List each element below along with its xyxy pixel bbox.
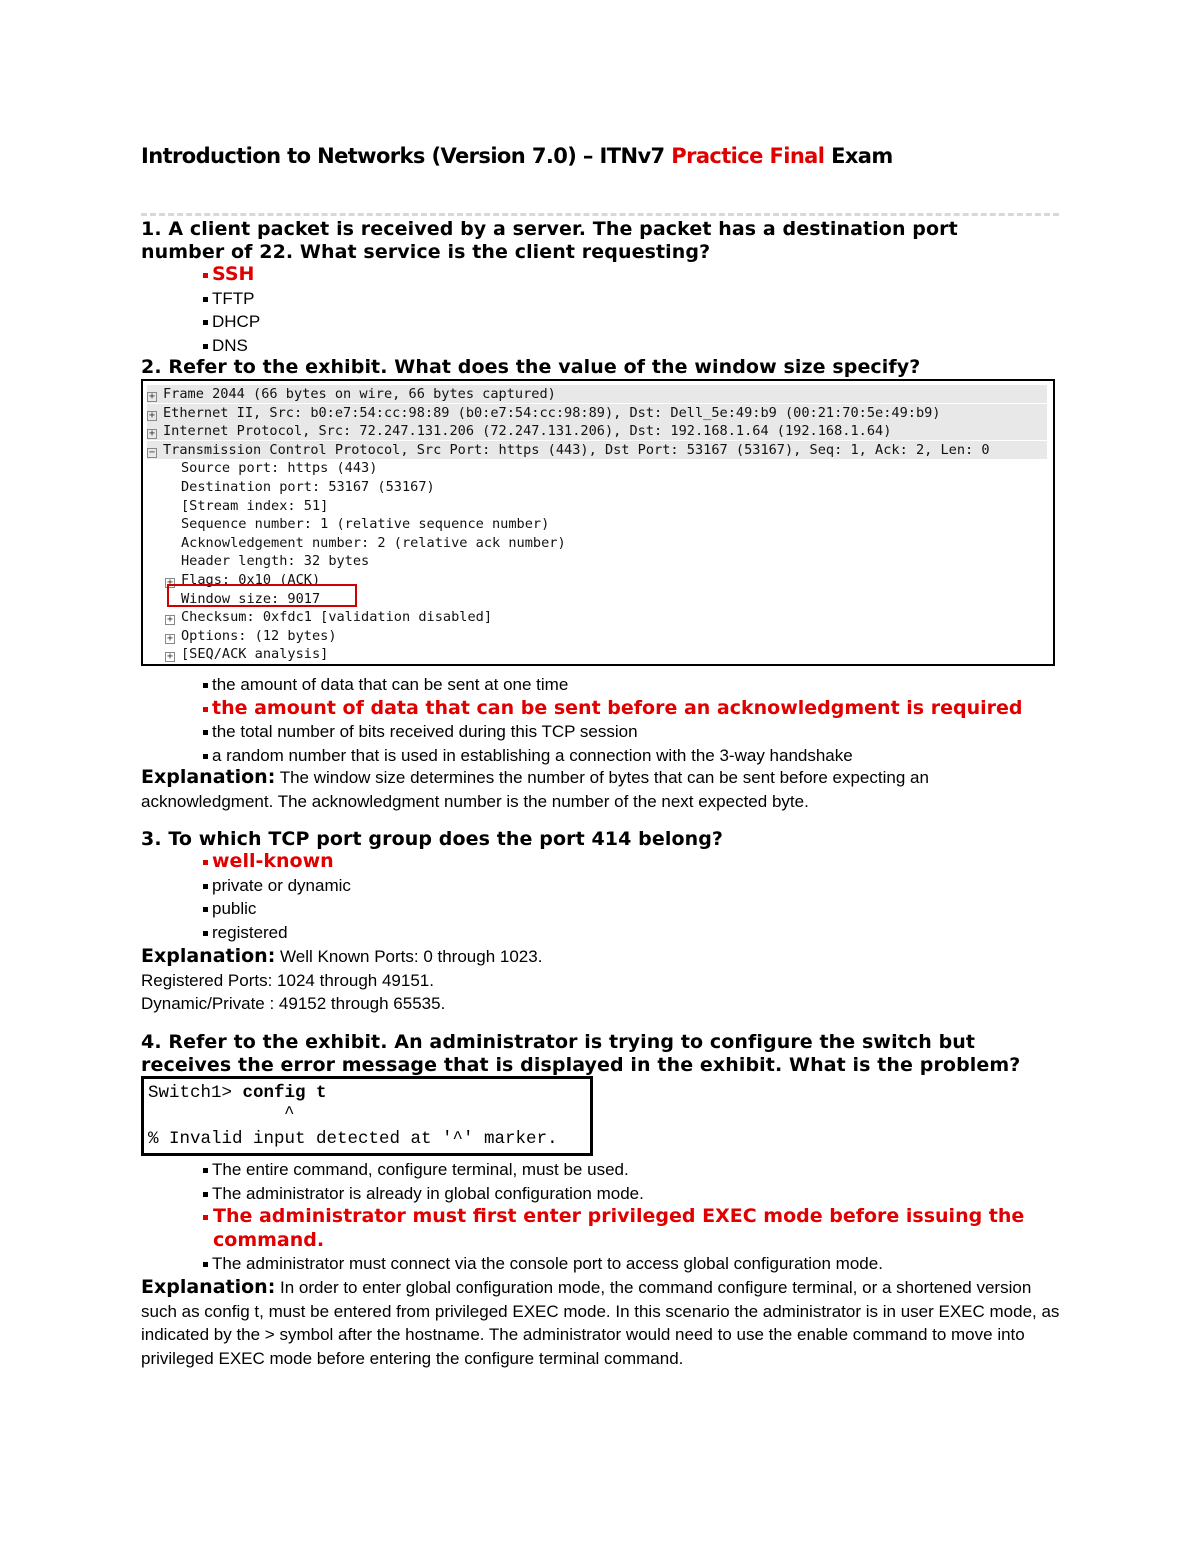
- question-3-options: [203, 850, 351, 944]
- explanation-label: Explanation:: [141, 1276, 276, 1298]
- exhibit-row-text: Flags: 0x10 (ACK): [181, 572, 321, 588]
- exhibit-row[interactable]: [147, 404, 1047, 422]
- exhibit-row-text: Ethernet II, Src: b0:e7:54:cc:98:89 (b0:e7:54:cc:98:89), Dst: Dell_5e:49:b9 (00:21:70:5e:49:b9): [163, 404, 941, 421]
- wireshark-exhibit: [141, 379, 1055, 666]
- exhibit-row: [147, 459, 1065, 477]
- exhibit-row-text: Checksum: 0xfdc1 [validation disabled]: [181, 609, 492, 626]
- exhibit-row[interactable]: [147, 422, 1047, 440]
- exhibit-row-text: Acknowledgement number: 2 (relative ack number): [181, 534, 566, 551]
- expand-icon[interactable]: +: [148, 409, 156, 421]
- question-3: 3. To which TCP port group does the port 414 belong?: [141, 828, 724, 850]
- question-2: 2. Refer to the exhibit. What does the value of the window size specify?: [141, 356, 921, 378]
- exhibit-row-text: Sequence number: 1 (relative sequence number): [181, 516, 550, 533]
- exhibit-row: [147, 478, 1065, 496]
- q4-option-2: The administrator is already in global configuration mode.: [203, 1182, 1063, 1206]
- q4-option-3: The administrator must first enter privileged EXEC mode before issuing the command.: [203, 1205, 1063, 1252]
- exhibit-row[interactable]: [147, 627, 1065, 645]
- explanation-text-3: Dynamic/Private : 49152 through 65535.: [141, 994, 446, 1013]
- explanation-text: The window size determines the number of bytes that can be sent before expecting an acknowledgment. The acknowledgment number is the number of the next expected byte.: [141, 768, 929, 811]
- exhibit-row-text: [SEQ/ACK analysis]: [181, 646, 329, 663]
- cli-caret: ^: [284, 1104, 295, 1124]
- collapse-icon[interactable]: −: [148, 446, 156, 458]
- explanation-label: Explanation:: [141, 766, 276, 788]
- q2-option-1: the amount of data that can be sent at one time: [203, 673, 1022, 697]
- title-part-2: Practice Final: [671, 144, 825, 168]
- exhibit-row-text: Options: (12 bytes): [181, 627, 337, 644]
- exhibit-row[interactable]: [147, 608, 1065, 626]
- question-2-options: [203, 673, 1022, 767]
- q4-option-4: The administrator must connect via the console port to access global configuration mode.: [203, 1252, 1063, 1276]
- expand-icon[interactable]: +: [166, 632, 174, 644]
- exhibit-row-text: Frame 2044 (66 bytes on wire, 66 bytes captured): [163, 386, 556, 402]
- exhibit-row[interactable]: [147, 441, 1047, 459]
- cli-error: % Invalid input detected at '^' marker.: [148, 1129, 558, 1149]
- q3-option-1: well-known: [203, 850, 351, 874]
- q1-option-4: DNS: [203, 334, 260, 358]
- expand-icon[interactable]: +: [166, 614, 174, 626]
- dashed-divider: [141, 213, 1059, 216]
- explanation-text-2: Registered Ports: 1024 through 49151.: [141, 970, 434, 990]
- exhibit-row-text: Source port: https (443): [181, 460, 378, 477]
- explanation-text: Well Known Ports: 0 through 1023.: [275, 947, 543, 966]
- q4-option-1: The entire command, configure terminal, must be used.: [203, 1158, 1063, 1182]
- exhibit-row-text: Destination port: 53167 (53167): [181, 479, 435, 495]
- explanation-label: Explanation:: [141, 945, 276, 967]
- cli-prompt: Switch1>: [148, 1083, 243, 1103]
- exhibit-row: [147, 497, 1065, 515]
- question-4-options: [203, 1158, 1063, 1276]
- exhibit-row-text: Transmission Control Protocol, Src Port: https (443), Dst Port: 53167 (53167), Seq: 1, Ack: 2, Len: 0: [163, 441, 990, 458]
- switch-cli-exhibit: [141, 1076, 593, 1156]
- q1-option-3: DHCP: [203, 310, 260, 334]
- question-2-explanation: [141, 766, 1061, 813]
- exhibit-row-text: Header length: 32 bytes: [181, 553, 370, 570]
- exhibit-row-text: Window size: 9017: [181, 590, 321, 607]
- title-part-1: Introduction to Networks (Version 7.0) – ITNv7: [141, 144, 672, 168]
- exhibit-row: [147, 515, 1065, 533]
- question-1-options: [203, 263, 260, 357]
- q2-option-4: a random number that is used in establishing a connection with the 3-way handshake: [203, 744, 1022, 768]
- question-4-explanation: [141, 1276, 1061, 1370]
- exhibit-row-text: [Stream index: 51]: [181, 497, 329, 514]
- explanation-text: In order to enter global configuration mode, the command configure terminal, or a shortened version such as config t, must be entered from privileged EXEC mode. In this scenario the administrator is in user EXEC mode, as indicated by the > symbol after the hostname. The administrator would need to use the enable command to move into privileged EXEC mode before entering the configure terminal command.: [141, 1278, 1060, 1368]
- q2-option-2: the amount of data that can be sent before an acknowledgment is required: [203, 697, 1022, 721]
- title-part-3: Exam: [824, 144, 893, 168]
- q3-option-2: private or dynamic: [203, 874, 351, 898]
- exhibit-row: [147, 552, 1065, 570]
- q3-option-3: public: [203, 897, 351, 921]
- exhibit-row[interactable]: [147, 645, 1065, 663]
- exhibit-row[interactable]: [147, 385, 1047, 403]
- expand-icon[interactable]: +: [166, 577, 174, 588]
- exhibit-row-text: Internet Protocol, Src: 72.247.131.206 (72.247.131.206), Dst: 192.168.1.64 (192.168.1.64): [163, 423, 892, 440]
- expand-icon[interactable]: +: [148, 428, 156, 440]
- cli-command: config t: [242, 1083, 327, 1103]
- q1-option-1: SSH: [203, 263, 260, 287]
- window-size-highlight: [167, 584, 357, 607]
- question-4: 4. Refer to the exhibit. An administrator is trying to configure the switch but receives the error message that is displayed in the exhibit. What is the problem?: [141, 1031, 1021, 1076]
- q1-option-2: TFTP: [203, 287, 260, 311]
- expand-icon[interactable]: +: [148, 391, 156, 402]
- cli-prompt-line: [148, 1083, 327, 1103]
- q2-option-3: the total number of bits received during this TCP session: [203, 720, 1022, 744]
- expand-icon[interactable]: +: [166, 651, 174, 663]
- question-3-explanation: [141, 945, 1061, 1016]
- exhibit-row: [147, 534, 1065, 552]
- question-1: 1. A client packet is received by a server. The packet has a destination port number of 22. What service is the client requesting?: [141, 218, 958, 263]
- page-title: [141, 144, 893, 168]
- q3-option-4: registered: [203, 921, 351, 945]
